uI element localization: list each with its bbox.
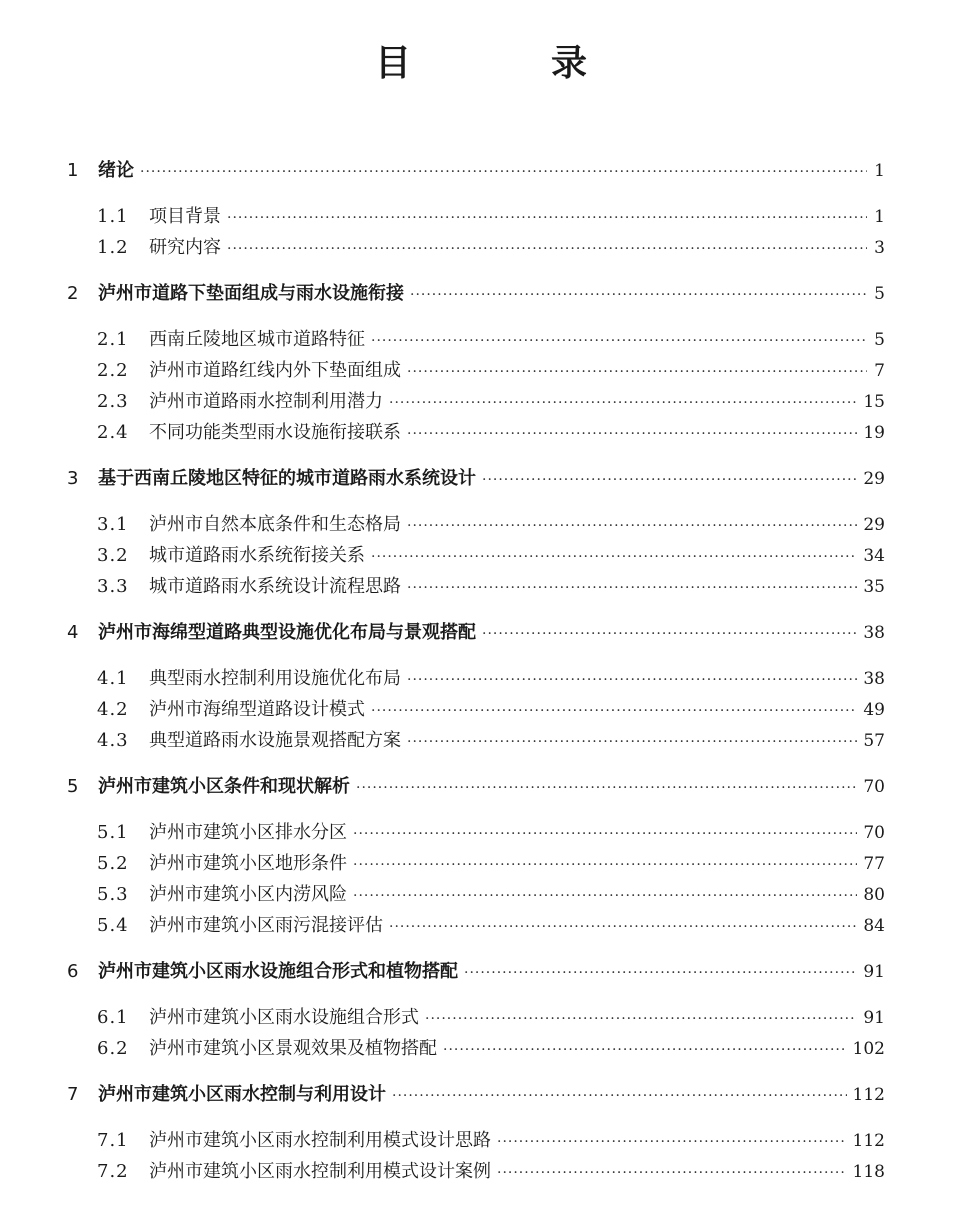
page-number: 15: [863, 392, 885, 412]
page-number: 1: [874, 161, 885, 181]
dot-leader: [353, 819, 857, 850]
chapter-number: 3: [67, 468, 79, 489]
section-number: 2.2: [97, 360, 129, 381]
section-title: 项目背景: [149, 206, 221, 227]
toc-chapter-6[interactable]: [67, 956, 885, 988]
page-number: 70: [863, 777, 885, 797]
section-title: 泸州市建筑小区雨水控制利用模式设计案例: [149, 1161, 491, 1182]
dot-leader: [410, 279, 867, 311]
section-title: 泸州市建筑小区内涝风险: [149, 884, 347, 905]
page-number: 77: [863, 854, 885, 874]
section-number: 1.1: [97, 206, 129, 227]
dot-leader: [407, 727, 857, 758]
toc-section-5-4[interactable]: [67, 910, 885, 941]
dot-leader: [407, 357, 867, 388]
page-number: 118: [852, 1162, 885, 1182]
toc-section-3-1[interactable]: [67, 509, 885, 540]
page-number: 19: [863, 423, 885, 443]
toc-section-7-1[interactable]: [67, 1125, 885, 1156]
toc-chapter-7[interactable]: [67, 1079, 885, 1111]
chapter-number: 7: [67, 1084, 79, 1105]
section-title: 泸州市建筑小区雨水设施组合形式: [149, 1007, 419, 1028]
toc-section-7-2[interactable]: [67, 1156, 885, 1187]
toc-chapter-2[interactable]: [67, 278, 885, 310]
section-number: 5.1: [97, 822, 129, 843]
section-title: 西南丘陵地区城市道路特征: [149, 329, 365, 350]
dot-leader: [227, 203, 867, 234]
section-number: 3.2: [97, 545, 129, 566]
toc-section-1-2[interactable]: [67, 232, 885, 263]
dot-leader: [464, 957, 857, 989]
section-number: 4.2: [97, 699, 129, 720]
toc-section-2-2[interactable]: [67, 355, 885, 386]
dot-leader: [389, 912, 857, 943]
toc-chapter-1[interactable]: [67, 155, 885, 187]
page-number: 7: [874, 361, 885, 381]
section-title: 泸州市建筑小区排水分区: [149, 822, 347, 843]
page-number: 112: [852, 1131, 885, 1151]
section-number: 5.4: [97, 915, 129, 936]
dot-leader: [353, 881, 857, 912]
dot-leader: [407, 419, 857, 450]
page-number: 1: [874, 207, 885, 227]
toc-section-1-1[interactable]: [67, 201, 885, 232]
section-title: 泸州市海绵型道路设计模式: [149, 699, 365, 720]
page-number: 35: [863, 577, 885, 597]
toc-section-2-1[interactable]: [67, 324, 885, 355]
section-title: 泸州市道路红线内外下垫面组成: [149, 360, 401, 381]
toc-section-2-4[interactable]: [67, 417, 885, 448]
dot-leader: [371, 326, 867, 357]
dot-leader: [497, 1127, 847, 1158]
chapter-number: 1: [67, 160, 79, 181]
chapter-number: 2: [67, 283, 79, 304]
section-title: 研究内容: [149, 237, 221, 258]
chapter-title: 基于西南丘陵地区特征的城市道路雨水系统设计: [98, 468, 476, 489]
section-number: 5.3: [97, 884, 129, 905]
page-number: 91: [863, 1008, 885, 1028]
page-title: 目 录: [374, 42, 639, 84]
chapter-title: 泸州市建筑小区雨水控制与利用设计: [98, 1084, 386, 1105]
page-number: 49: [863, 700, 885, 720]
section-title: 泸州市建筑小区雨水控制利用模式设计思路: [149, 1130, 491, 1151]
dot-leader: [407, 573, 857, 604]
dot-leader: [425, 1004, 857, 1035]
page-number: 38: [863, 669, 885, 689]
page-number: 80: [863, 885, 885, 905]
page-number: 84: [863, 916, 885, 936]
section-number: 4.3: [97, 730, 129, 751]
toc-section-6-1[interactable]: [67, 1002, 885, 1033]
dot-leader: [482, 618, 857, 650]
section-title: 泸州市建筑小区地形条件: [149, 853, 347, 874]
chapter-number: 4: [67, 622, 79, 643]
toc-chapter-3[interactable]: [67, 463, 885, 495]
dot-leader: [353, 850, 857, 881]
dot-leader: [407, 511, 857, 542]
section-number: 7.1: [97, 1130, 129, 1151]
section-number: 4.1: [97, 668, 129, 689]
dot-leader: [140, 156, 867, 188]
page-number: 5: [874, 330, 885, 350]
dot-leader: [497, 1158, 847, 1189]
section-title: 不同功能类型雨水设施衔接联系: [149, 422, 401, 443]
dot-leader: [371, 696, 857, 727]
toc-section-5-2[interactable]: [67, 848, 885, 879]
section-number: 2.1: [97, 329, 129, 350]
dot-leader: [407, 665, 857, 696]
page-number: 3: [874, 238, 885, 258]
page-number: 29: [863, 469, 885, 489]
page-number: 91: [863, 962, 885, 982]
page-number: 57: [863, 731, 885, 751]
section-title: 泸州市建筑小区雨污混接评估: [149, 915, 383, 936]
page-number: 5: [874, 284, 885, 304]
toc-section-5-1[interactable]: [67, 817, 885, 848]
chapter-title: 泸州市建筑小区条件和现状解析: [98, 776, 350, 797]
dot-leader: [443, 1035, 847, 1066]
section-title: 城市道路雨水系统衔接关系: [149, 545, 365, 566]
section-number: 1.2: [97, 237, 129, 258]
page-number: 112: [852, 1085, 885, 1105]
section-title: 泸州市自然本底条件和生态格局: [149, 514, 401, 535]
section-number: 7.2: [97, 1161, 129, 1182]
section-number: 2.3: [97, 391, 129, 412]
toc-section-4-3[interactable]: [67, 725, 885, 756]
toc-chapter-5[interactable]: [67, 771, 885, 803]
toc-section-3-3[interactable]: [67, 571, 885, 602]
chapter-title: 泸州市道路下垫面组成与雨水设施衔接: [98, 283, 404, 304]
toc-section-5-3[interactable]: [67, 879, 885, 910]
section-title: 典型道路雨水设施景观搭配方案: [149, 730, 401, 751]
toc-section-6-2[interactable]: [67, 1033, 885, 1064]
toc-section-3-2[interactable]: [67, 540, 885, 571]
page-number: 34: [863, 546, 885, 566]
dot-leader: [482, 464, 857, 496]
chapter-title: 泸州市海绵型道路典型设施优化布局与景观搭配: [98, 622, 476, 643]
section-number: 6.2: [97, 1038, 129, 1059]
section-number: 2.4: [97, 422, 129, 443]
page-number: 70: [863, 823, 885, 843]
section-title: 城市道路雨水系统设计流程思路: [149, 576, 401, 597]
section-number: 3.3: [97, 576, 129, 597]
chapter-number: 5: [67, 776, 79, 797]
page-number: 29: [863, 515, 885, 535]
chapter-title: 绪论: [98, 160, 134, 181]
page-number: 102: [852, 1039, 885, 1059]
page-number: 38: [863, 623, 885, 643]
section-title: 泸州市道路雨水控制利用潜力: [149, 391, 383, 412]
section-title: 典型雨水控制利用设施优化布局: [149, 668, 401, 689]
dot-leader: [227, 234, 867, 265]
chapter-number: 6: [67, 961, 79, 982]
section-number: 3.1: [97, 514, 129, 535]
chapter-title: 泸州市建筑小区雨水设施组合形式和植物搭配: [98, 961, 458, 982]
toc-chapter-4[interactable]: [67, 617, 885, 649]
dot-leader: [392, 1080, 847, 1112]
toc-section-4-2[interactable]: [67, 694, 885, 725]
section-number: 5.2: [97, 853, 129, 874]
dot-leader: [371, 542, 857, 573]
table-of-contents: [67, 155, 885, 1187]
section-title: 泸州市建筑小区景观效果及植物搭配: [149, 1038, 437, 1059]
dot-leader: [389, 388, 857, 419]
section-number: 6.1: [97, 1007, 129, 1028]
toc-section-4-1[interactable]: [67, 663, 885, 694]
dot-leader: [356, 772, 857, 804]
toc-section-2-3[interactable]: [67, 386, 885, 417]
